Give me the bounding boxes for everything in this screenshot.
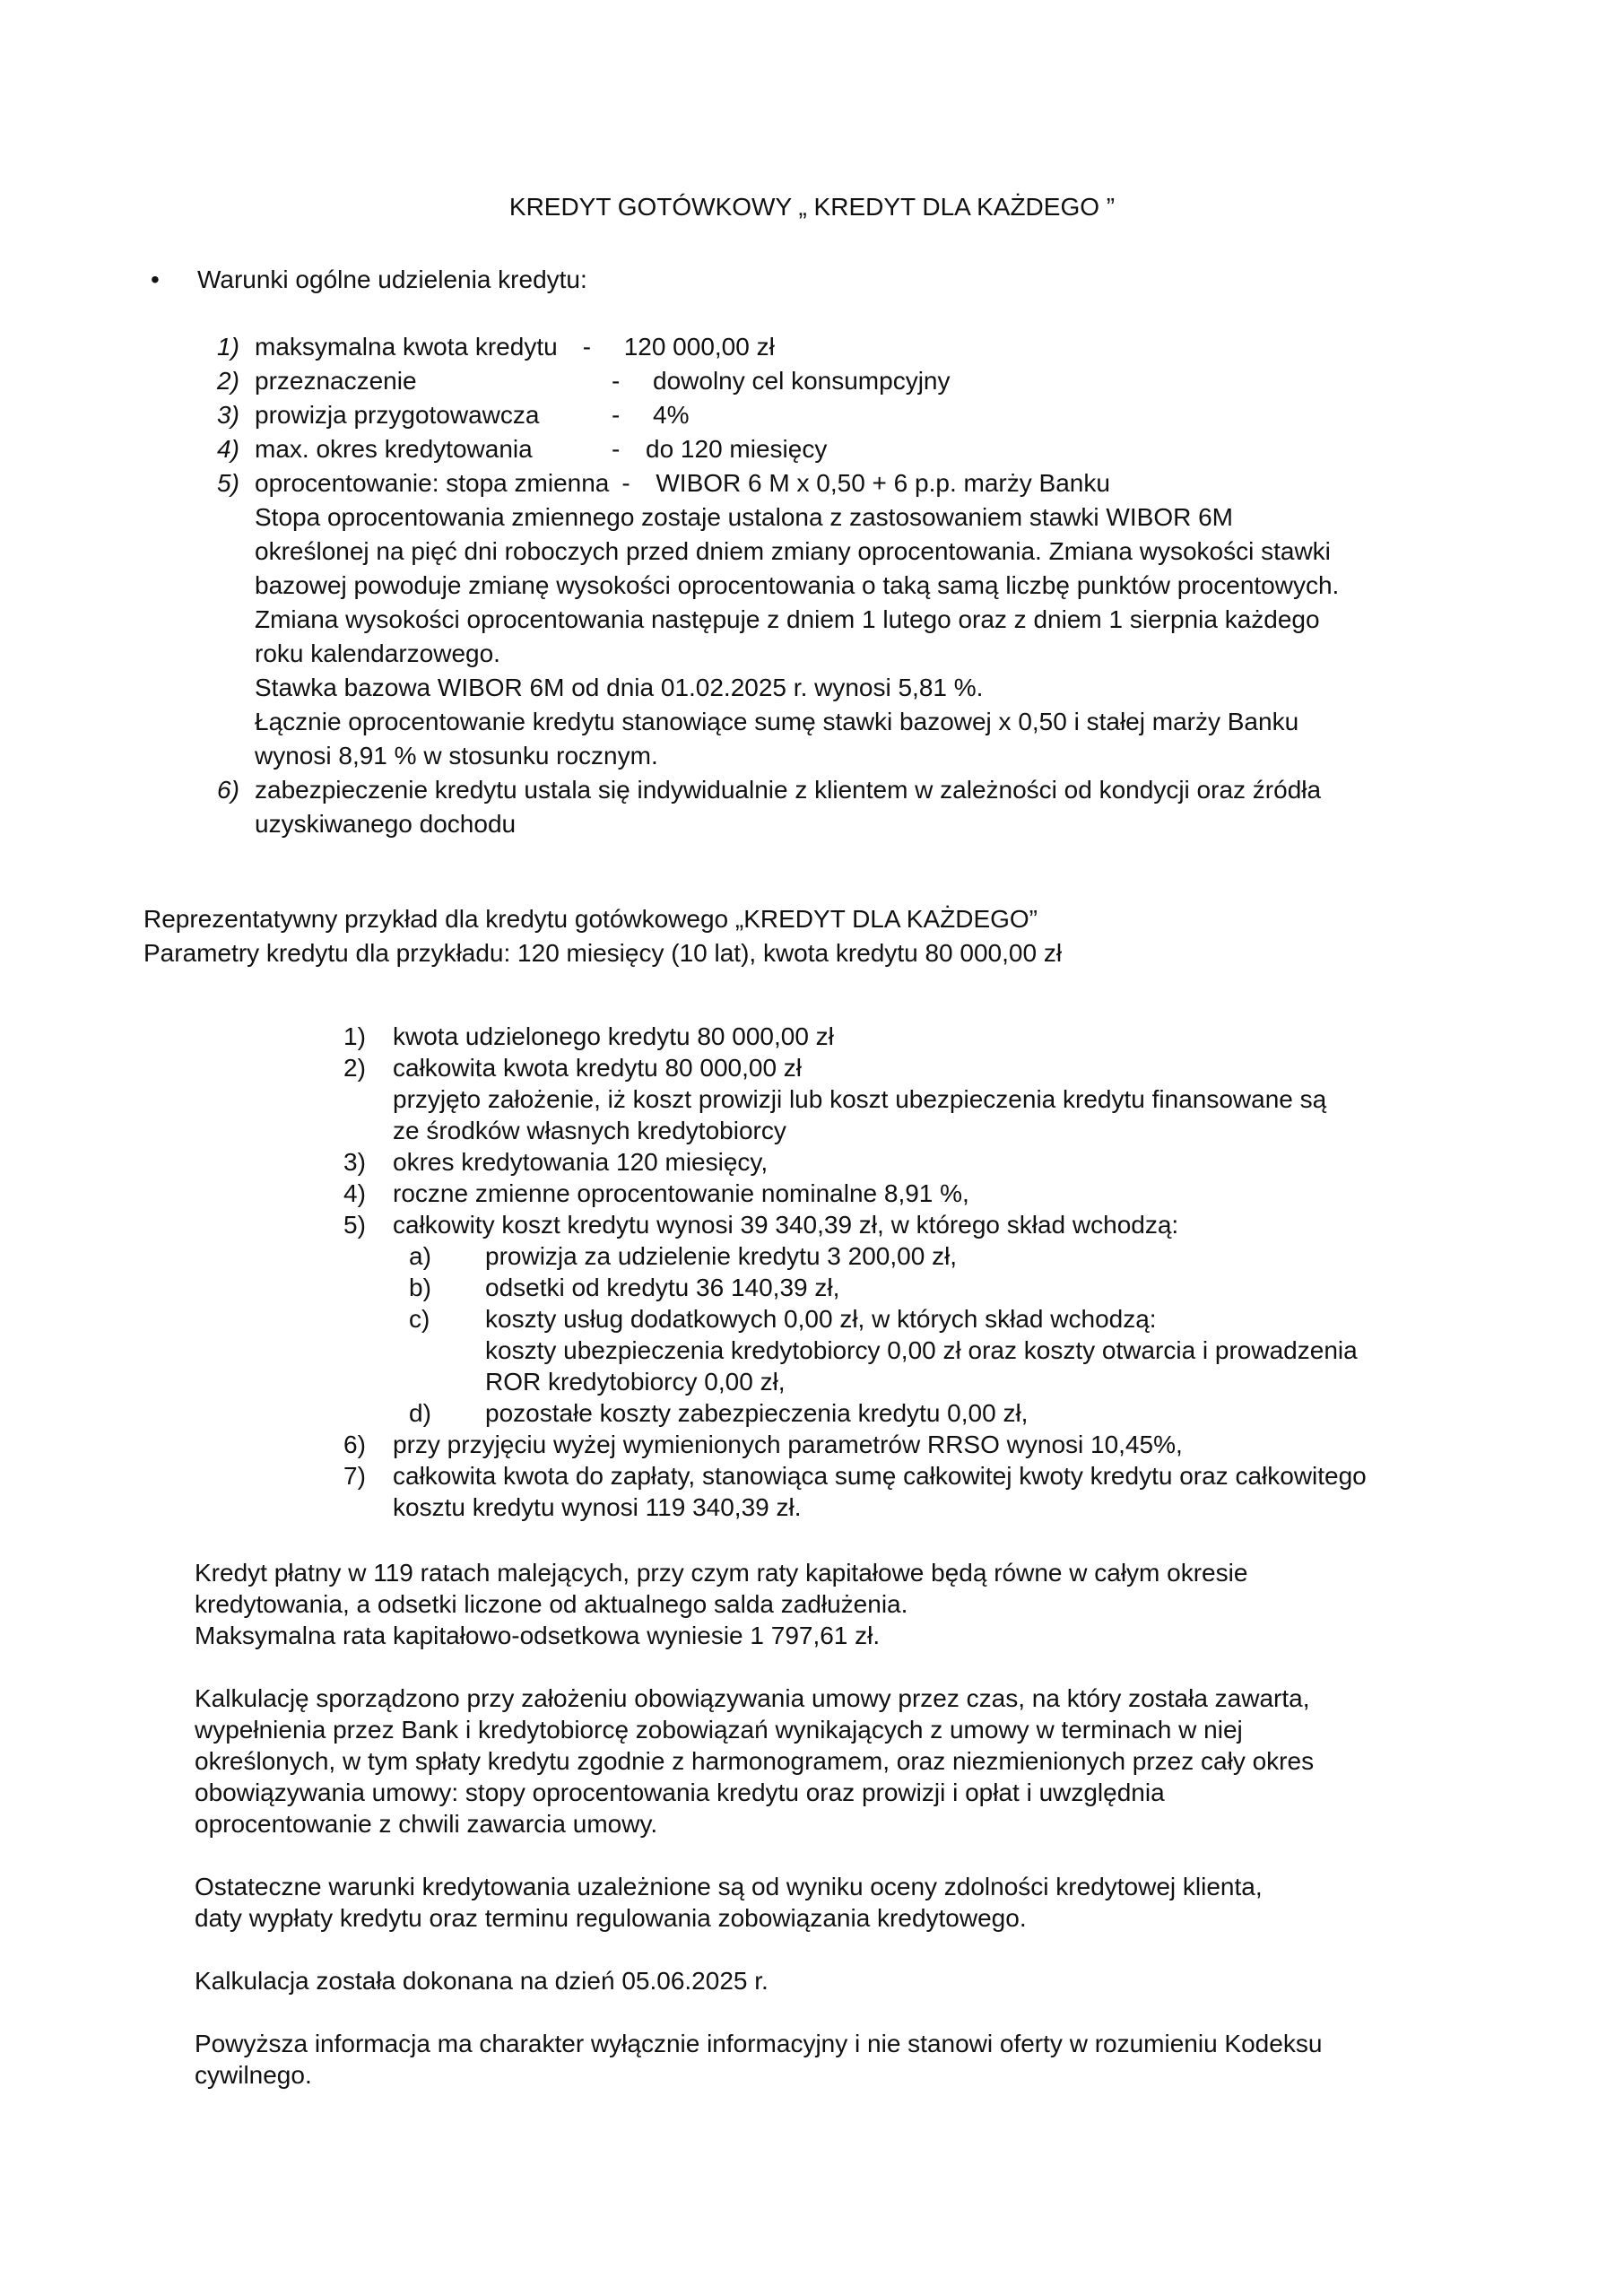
paragraph-line: Kredyt płatny w 119 ratach malejących, przy czym raty kapitałowe będą równe w całym okresie: [195, 1559, 1248, 1587]
general-conditions-heading: [151, 263, 587, 297]
item-body: [255, 330, 775, 364]
example-parameters-list: [343, 1020, 1509, 1522]
item-separator: -: [621, 469, 630, 497]
sub-item: [409, 1396, 1509, 1428]
paragraph-line: bazowej powoduje zmianę wysokości oprocentowania o taką samą liczbę punktów procentowych.: [255, 571, 1340, 599]
item-body: [255, 432, 827, 466]
condition-item: [217, 330, 1490, 364]
paragraph-line: Maksymalna rata kapitałowo-odsetkowa wyniesie 1 797,61 zł.: [195, 1622, 881, 1649]
paragraph-line: uzyskiwanego dochodu: [255, 810, 517, 838]
item-number: 4): [217, 435, 239, 463]
item-label: maksymalna kwota kredytu: [255, 333, 558, 361]
paragraph-line: Zmiana wysokości oprocentowania następuje z dniem 1 lutego oraz z dniem 1 sierpnia każdego: [255, 605, 1320, 633]
sub-item: [409, 1302, 1509, 1334]
item-body: zabezpieczenie kredytu ustala się indywidualnie z klientem w zależności od kondycji oraz źródła: [255, 776, 1322, 804]
paragraph-line: Łącznie oprocentowanie kredytu stanowiące sumę stawki bazowej x 0,50 i stałej marży Banku: [255, 708, 1299, 735]
item-number: 4): [343, 1179, 366, 1207]
paragraph-line: cywilnego.: [195, 2061, 312, 2089]
condition-item: [217, 432, 1490, 466]
item-number: 6): [217, 776, 239, 804]
item-label: prowizja przygotowawcza: [255, 401, 540, 429]
item-separator: -: [612, 435, 621, 463]
paragraph-line: wypełnienia przez Bank i kredytobiorcę zobowiązań wynikających z umowy w terminach w niej: [195, 1716, 1243, 1744]
condition-item: [217, 364, 1490, 398]
item-body: [255, 398, 689, 432]
paragraph-line: określonej na pięć dni roboczych przed dniem zmiany oprocentowania. Zmiana wysokości stawki: [255, 537, 1331, 565]
item-number: 5): [217, 469, 239, 497]
representative-parameters: Parametry kredytu dla przykładu: 120 miesięcy (10 lat), kwota kredytu 80 000,00 zł: [143, 939, 1063, 967]
condition-item: [217, 466, 1490, 500]
parameter-item: [343, 1020, 1509, 1051]
sub-item-letter: c): [409, 1305, 430, 1333]
parameter-item: [343, 1459, 1509, 1491]
item-value: 4%: [653, 401, 690, 429]
item-number: 1): [343, 1022, 366, 1050]
item-number: 2): [343, 1054, 366, 1082]
item-continuation: ze środków własnych kredytobiorcy: [393, 1117, 786, 1144]
parameter-item: [343, 1428, 1509, 1459]
general-conditions-list: [217, 330, 1490, 841]
item-value: 120 000,00 zł: [623, 333, 775, 361]
title-text: KREDYT GOTÓWKOWY „ KREDYT DLA KAŻDEGO ”: [508, 193, 1116, 221]
item-number: 1): [217, 333, 239, 361]
item-continuation: kosztu kredytu wynosi 119 340,39 zł.: [393, 1493, 802, 1521]
item-number: 6): [343, 1431, 366, 1458]
sub-item-text: odsetki od kredytu 36 140,39 zł,: [485, 1274, 840, 1301]
item-text: kwota udzielonego kredytu 80 000,00 zł: [393, 1022, 834, 1050]
repayment-note: [195, 1556, 1468, 1650]
item-label: max. okres kredytowania: [255, 435, 533, 463]
paragraph-line: Stawka bazowa WIBOR 6M od dnia 01.02.2025 r. wynosi 5,81 %.: [255, 674, 984, 701]
sub-item-text: prowizja za udzielenie kredytu 3 200,00 zł,: [485, 1242, 958, 1270]
item-text: całkowity koszt kredytu wynosi 39 340,39 zł, w którego skład wchodzą:: [393, 1211, 1179, 1239]
item-text: przy przyjęciu wyżej wymienionych parametrów RRSO wynosi 10,45%,: [393, 1431, 1183, 1458]
paragraph-line: Kalkulację sporządzono przy założeniu obowiązywania umowy przez czas, na który została zawarta,: [195, 1684, 1310, 1712]
item-body: [255, 466, 1110, 500]
paragraph-line: oprocentowanie z chwili zawarcia umowy.: [195, 1810, 658, 1838]
parameter-item: [343, 1208, 1509, 1239]
item-text: całkowita kwota do zapłaty, stanowiąca sumę całkowitej kwoty kredytu oraz całkowitego: [393, 1462, 1367, 1490]
item-number: 5): [343, 1211, 366, 1239]
sub-item-continuation: koszty ubezpieczenia kredytobiorcy 0,00 zł oraz koszty otwarcia i prowadzenia: [485, 1336, 1358, 1364]
item-value: dowolny cel konsumpcyjny: [653, 367, 951, 395]
representative-heading: Reprezentatywny przykład dla kredytu gotówkowego „KREDYT DLA KAŻDEGO”: [143, 905, 1038, 933]
sub-item-text: koszty usług dodatkowych 0,00 zł, w których skład wchodzą:: [485, 1305, 1157, 1333]
bullet: •: [151, 265, 160, 293]
paragraph-line: wynosi 8,91 % w stosunku rocznym.: [255, 742, 658, 770]
condition-item: [217, 773, 1490, 807]
paragraph-line: daty wypłaty kredytu oraz terminu regulowania zobowiązania kredytowego.: [195, 1904, 1027, 1932]
calculation-assumptions: [195, 1682, 1468, 1839]
disclaimer: [195, 2027, 1468, 2090]
item-text: całkowita kwota kredytu 80 000,00 zł: [393, 1054, 803, 1082]
condition-item: [217, 398, 1490, 432]
interest-description: [255, 500, 1474, 773]
document-title: [0, 190, 1624, 224]
item-number: 7): [343, 1462, 366, 1490]
paragraph-line: określonych, w tym spłaty kredytu zgodnie z harmonogramem, oraz niezmienionych przez cały okres: [195, 1747, 1315, 1775]
sub-item-letter: b): [409, 1274, 431, 1301]
item-separator: -: [582, 333, 592, 361]
final-terms-note: [195, 1870, 1468, 1933]
paragraph-line: obowiązywania umowy: stopy oprocentowania kredytu oraz prowizji i opłat i uwzględnia: [195, 1779, 1165, 1806]
parameter-item: [343, 1177, 1509, 1208]
item-number: 2): [217, 367, 239, 395]
closing-notes: [195, 1556, 1468, 2121]
item-number: 3): [217, 401, 239, 429]
item-continuation: [255, 807, 1474, 841]
representative-example: [143, 902, 1062, 970]
item-text: roczne zmienne oprocentowanie nominalne 8,91 %,: [393, 1179, 969, 1207]
sub-item: [409, 1271, 1509, 1302]
item-separator: -: [612, 401, 621, 429]
parameter-item: [343, 1051, 1509, 1083]
item-label: przeznaczenie: [255, 367, 417, 395]
item-value: do 120 miesięcy: [646, 435, 828, 463]
calculation-date: [195, 1964, 1468, 1996]
sub-item-letter: d): [409, 1399, 431, 1427]
parameter-item: [343, 1145, 1509, 1177]
item-separator: -: [612, 367, 621, 395]
paragraph-line: Stopa oprocentowania zmiennego zostaje ustalona z zastosowaniem stawki WIBOR 6M: [255, 503, 1233, 531]
item-continuation: przyjęto założenie, iż koszt prowizji lub koszt ubezpieczenia kredytu finansowane są: [393, 1085, 1327, 1113]
paragraph-line: Kalkulacja została dokonana na dzień 05.06.2025 r.: [195, 1967, 769, 1995]
sub-item-letter: a): [409, 1242, 431, 1270]
paragraph-line: kredytowania, a odsetki liczone od aktualnego salda zadłużenia.: [195, 1590, 908, 1618]
item-number: 3): [343, 1148, 366, 1176]
sub-item-continuation: ROR kredytobiorcy 0,00 zł,: [485, 1368, 786, 1396]
paragraph-line: roku kalendarzowego.: [255, 639, 500, 667]
sub-item-text: pozostałe koszty zabezpieczenia kredytu 0,00 zł,: [485, 1399, 1029, 1427]
item-label: oprocentowanie: stopa zmienna: [255, 469, 610, 497]
heading-text: Warunki ogólne udzielenia kredytu:: [197, 265, 587, 293]
paragraph-line: Ostateczne warunki kredytowania uzależnione są od wyniku oceny zdolności kredytowej klienta,: [195, 1873, 1263, 1900]
item-text: okres kredytowania 120 miesięcy,: [393, 1148, 769, 1176]
item-body: [255, 364, 951, 398]
paragraph-line: Powyższa informacja ma charakter wyłącznie informacyjny i nie stanowi oferty w rozumieniu Kodeksu: [195, 2030, 1323, 2057]
item-value: WIBOR 6 M x 0,50 + 6 p.p. marży Banku: [656, 469, 1110, 497]
sub-item: [409, 1239, 1509, 1271]
